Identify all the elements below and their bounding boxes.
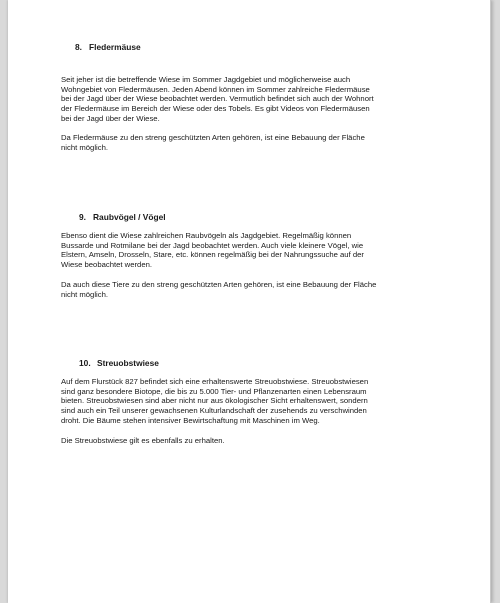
document-page bbox=[8, 0, 491, 603]
section-title: Raubvögel / Vögel bbox=[93, 212, 166, 222]
section-heading bbox=[79, 212, 166, 222]
section-number: 8. bbox=[75, 42, 82, 52]
section-title: Fledermäuse bbox=[89, 42, 141, 52]
section-heading bbox=[79, 358, 159, 368]
section-paragraph: Ebenso dient die Wiese zahlreichen Raubvögeln als Jagdgebiet. Regelmäßig können Bussarde und Rotmilane bei der Jagd beobachtet werden. Auch viele kleinere Vögel, wie Elstern, Amseln, Drosseln, Stare, etc. können regelmäßig bei der Nahrungssuche auf der Wiese beobachtet werden. bbox=[61, 231, 364, 270]
section-paragraph: Die Streuobstwiese gilt es ebenfalls zu erhalten. bbox=[61, 436, 225, 445]
section-paragraph: Da auch diese Tiere zu den streng geschützten Arten gehören, ist eine Bebauung der Fläche nicht möglich. bbox=[61, 280, 377, 299]
section-heading bbox=[75, 42, 141, 52]
section-title: Streuobstwiese bbox=[97, 358, 159, 368]
section-number: 9. bbox=[79, 212, 86, 222]
section-paragraph: Da Fledermäuse zu den streng geschützten Arten gehören, ist eine Bebauung der Fläche nicht möglich. bbox=[61, 133, 365, 152]
section-paragraph: Auf dem Flurstück 827 befindet sich eine erhaltenswerte Streuobstwiese. Streuobstwiesen sind ganz besondere Biotope, die bis zu 5.000 Tier- und Pflanzenarten einen Lebensraum bieten. Streuobstwiesen sind aber nicht nur aus ökologischer Sicht erhaltenswert, sondern sind auch ein Teil unserer gewachsenen Kulturlandschaft der zusehends zu verschwinden droht. Die Bäume stehen intensiver Bewirtschaftung mit Maschinen im Weg. bbox=[61, 377, 369, 425]
section-number: 10. bbox=[79, 358, 91, 368]
section-paragraph: Seit jeher ist die betreffende Wiese im Sommer Jagdgebiet und möglicherweise auch Wohngebiet von Fledermäusen. Jeden Abend können im Sommer zahlreiche Fledermäuse bei der Jagd über der Wiese beobachtet werden. Vermutlich befindet sich auch der Wohnort der Fledermäuse im Bereich der Wiese oder des Tobels. Es gibt Videos von Fledermäusen bei der Jagd über der Wiese. bbox=[61, 75, 374, 123]
